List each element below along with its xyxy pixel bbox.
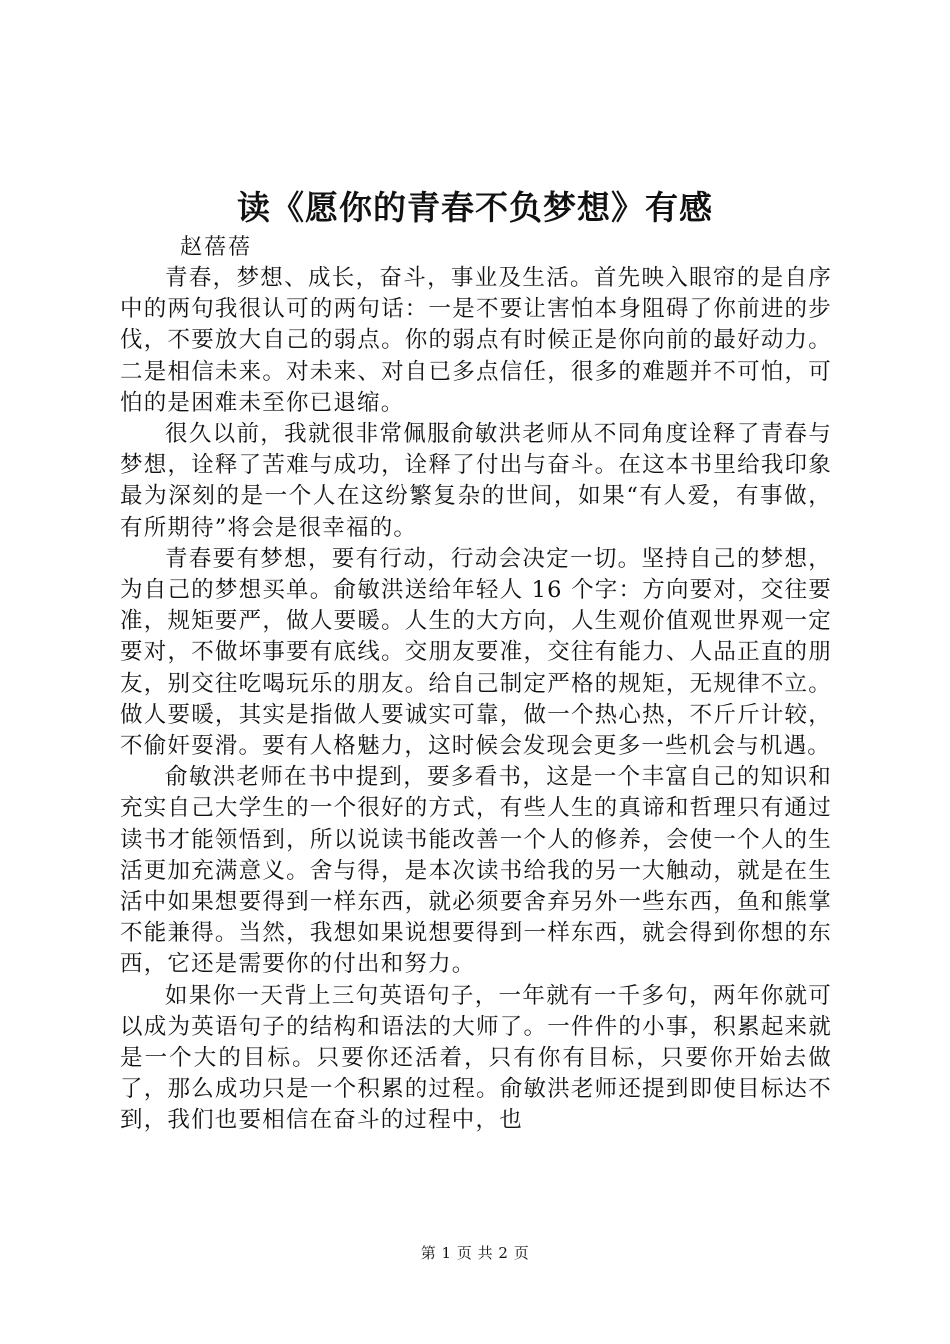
paragraph-5: 如果你一天背上三句英语句子，一年就有一千多句，两年你就可以成为英语句子的结构和语法的大师了。一件件的小事，积累起来就是一个大的目标。只要你还活着，只有你有目标，只要你开始去做了，那么成功只是一个积累的过程。俞敏洪老师还提到即使目标达不到，我们也要相信在奋斗的过程中，也 — [120, 982, 832, 1134]
author-name: 赵蓓蓓 — [180, 235, 253, 260]
page-footer: 第 1 页 共 2 页 — [420, 1244, 530, 1262]
paragraph-1: 青春，梦想、成长，奋斗，事业及生活。首先映入眼帘的是自序中的两句我很认可的两句话：一是不要让害怕本身阻碍了你前进的步伐，不要放大自己的弱点。你的弱点有时候正是你向前的最好动力。二是相信未来。对未来、对自已多点信任，很多的难题并不可怕，可怕的是困难未至你已退缩。 — [120, 265, 832, 416]
paragraph-4: 俞敏洪老师在书中提到，要多看书，这是一个丰富自己的知识和充实自己大学生的一个很好的方式，有些人生的真谛和哲理只有通过读书才能领悟到，所以说读书能改善一个人的修养，会使一个人的生活更加充满意义。舍与得，是本次读书给我的另一大触动，就是在生活中如果想要得到一样东西，就必须要舍弃另外一些东西，鱼和熊掌不能兼得。当然，我想如果说想要得到一样东西，就会得到你想的东西，它还是需要你的付出和努力。 — [120, 764, 832, 978]
document-title: 读《愿你的青春不负梦想》有感 — [237, 188, 713, 227]
document-body — [120, 232, 832, 1137]
paragraph-2: 很久以前，我就很非常佩服俞敏洪老师从不同角度诠释了青春与梦想，诠释了苦难与成功，诠释了付出与奋斗。在这本书里给我印象最为深刻的是一个人在这纷繁复杂的世间，如果“有人爱，有事做，有所期待”将会是很幸福的。 — [120, 421, 832, 541]
paragraph-3: 青春要有梦想，要有行动，行动会决定一切。坚持自己的梦想，为自己的梦想买单。俞敏洪送给年轻人 16 个字：方向要对，交往要准，规矩要严，做人要暖。人生的大方向，人生观价值观世界观一定要对，不做坏事要有底线。交朋友要准，交往有能力、人品正直的朋友，别交往吃喝玩乐的朋友。给自己制定严格的规矩，无规律不立。做人要暖，其实是指做人要诚实可靠，做一个热心热，不斤斤计较，不偷奸耍滑。要有人格魅力，这时候会发现会更多一些机会与机遇。 — [120, 545, 832, 760]
